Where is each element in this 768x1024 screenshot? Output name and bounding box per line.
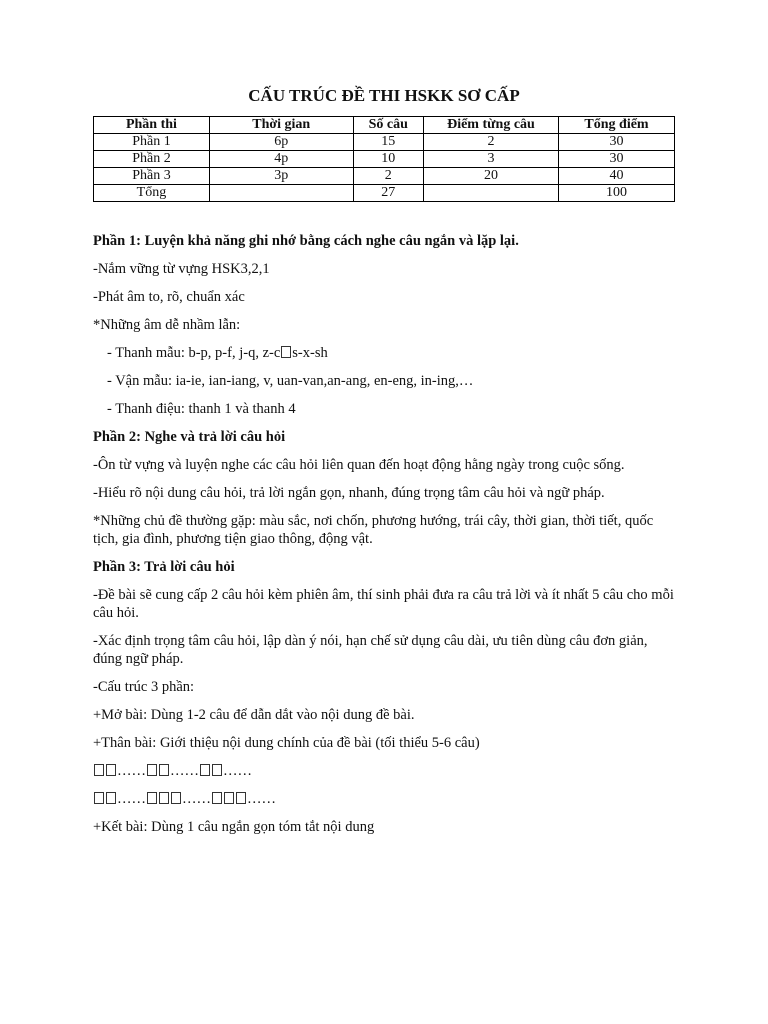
missing-glyph-icon: [159, 792, 169, 804]
table-cell: 2: [423, 134, 558, 151]
pattern-line-1: [93, 762, 675, 780]
table-cell: 15: [353, 134, 423, 151]
paragraph: +Thân bài: Giới thiệu nội dung chính của đề bài (tối thiểu 5-6 câu): [93, 735, 480, 751]
paragraph: -Hiểu rõ nội dung câu hỏi, trả lời ngắn gọn, nhanh, đúng trọng tâm câu hỏi và ngữ pháp.: [93, 485, 605, 501]
document-page: [93, 86, 675, 846]
table-cell: 100: [559, 185, 675, 202]
ellipsis: ……: [117, 763, 146, 779]
missing-glyph-icon: [159, 764, 169, 776]
part2-heading: Phần 2: Nghe và trả lời câu hỏi: [93, 429, 286, 445]
paragraph: -Đề bài sẽ cung cấp 2 câu hỏi kèm phiên âm, thí sinh phải đưa ra câu trả lời và ít nhất 5 câu cho mỗi câu hỏi.: [93, 587, 674, 621]
table-cell: [423, 185, 558, 202]
missing-glyph-icon: [106, 792, 116, 804]
missing-glyph-icon: [106, 764, 116, 776]
paragraph: -Phát âm to, rõ, chuẩn xác: [93, 289, 245, 305]
missing-glyph-icon: [281, 346, 291, 358]
paragraph: *Những chủ đề thường gặp: màu sắc, nơi chốn, phương hướng, trái cây, thời gian, thời tiết, quốc tịch, gia đình, phương tiện giao thông, động vật.: [93, 513, 654, 547]
bullet-text: s-x-sh: [292, 345, 328, 361]
bullet-text: - Thanh mẫu: b-p, p-f, j-q, z-c: [107, 345, 281, 361]
ellipsis: ……: [182, 791, 211, 807]
table-cell: 20: [423, 168, 558, 185]
document-title: CẤU TRÚC ĐỀ THI HSKK SƠ CẤP: [248, 86, 520, 105]
document-body: [93, 232, 675, 836]
missing-glyph-icon: [224, 792, 234, 804]
table-cell: 30: [559, 134, 675, 151]
table-cell: 30: [559, 151, 675, 168]
table-row-total: [94, 185, 675, 202]
header-cell: Thời gian: [209, 117, 353, 134]
table-cell: 40: [559, 168, 675, 185]
missing-glyph-icon: [200, 764, 210, 776]
table-row: [94, 168, 675, 185]
paragraph: *Những âm dễ nhầm lẫn:: [93, 317, 241, 333]
header-cell: Số câu: [353, 117, 423, 134]
bullet-finals: - Vận mẫu: ia-ie, ian-iang, v, uan-van,an-ang, en-eng, in-ing,…: [107, 373, 474, 389]
table-cell: 4p: [209, 151, 353, 168]
table-header-row: [94, 117, 675, 134]
paragraph: -Nắm vững từ vựng HSK3,2,1: [93, 261, 270, 277]
missing-glyph-icon: [147, 792, 157, 804]
header-cell: Tổng điểm: [559, 117, 675, 134]
missing-glyph-icon: [212, 792, 222, 804]
table-cell: 3p: [209, 168, 353, 185]
missing-glyph-icon: [236, 792, 246, 804]
missing-glyph-icon: [94, 792, 104, 804]
table-cell: Phần 1: [94, 134, 210, 151]
table-row: [94, 134, 675, 151]
header-cell: Phần thi: [94, 117, 210, 134]
table-cell: [209, 185, 353, 202]
missing-glyph-icon: [212, 764, 222, 776]
paragraph: -Ôn từ vựng và luyện nghe các câu hỏi liên quan đến hoạt động hằng ngày trong cuộc sống.: [93, 457, 625, 473]
paragraph: +Kết bài: Dùng 1 câu ngắn gọn tóm tắt nội dung: [93, 819, 375, 835]
table-cell: 3: [423, 151, 558, 168]
missing-glyph-icon: [147, 764, 157, 776]
missing-glyph-icon: [171, 792, 181, 804]
table-cell: 6p: [209, 134, 353, 151]
ellipsis: ……: [170, 763, 199, 779]
header-cell: Điểm từng câu: [423, 117, 558, 134]
table-cell: Phần 3: [94, 168, 210, 185]
ellipsis: ……: [247, 791, 276, 807]
table-cell: 2: [353, 168, 423, 185]
part1-heading: Phần 1: Luyện khả năng ghi nhớ bằng cách nghe câu ngắn và lặp lại.: [93, 233, 519, 249]
table-cell: 27: [353, 185, 423, 202]
exam-structure-table: [93, 116, 675, 202]
paragraph: +Mở bài: Dùng 1-2 câu để dẫn dắt vào nội dung đề bài.: [93, 707, 415, 723]
bullet-tones: - Thanh điệu: thanh 1 và thanh 4: [107, 401, 296, 417]
part3-heading: Phần 3: Trả lời câu hỏi: [93, 559, 235, 575]
table-cell: Phần 2: [94, 151, 210, 168]
bullet-initials: [93, 344, 675, 362]
missing-glyph-icon: [94, 764, 104, 776]
table-cell: 10: [353, 151, 423, 168]
table-cell: Tổng: [94, 185, 210, 202]
paragraph: -Xác định trọng tâm câu hỏi, lập dàn ý nói, hạn chế sử dụng câu dài, ưu tiên dùng câu đơn giản, đúng ngữ pháp.: [93, 633, 648, 667]
ellipsis: ……: [223, 763, 252, 779]
pattern-line-2: [93, 790, 675, 808]
table-row: [94, 151, 675, 168]
ellipsis: ……: [117, 791, 146, 807]
paragraph: -Cấu trúc 3 phần:: [93, 679, 195, 695]
